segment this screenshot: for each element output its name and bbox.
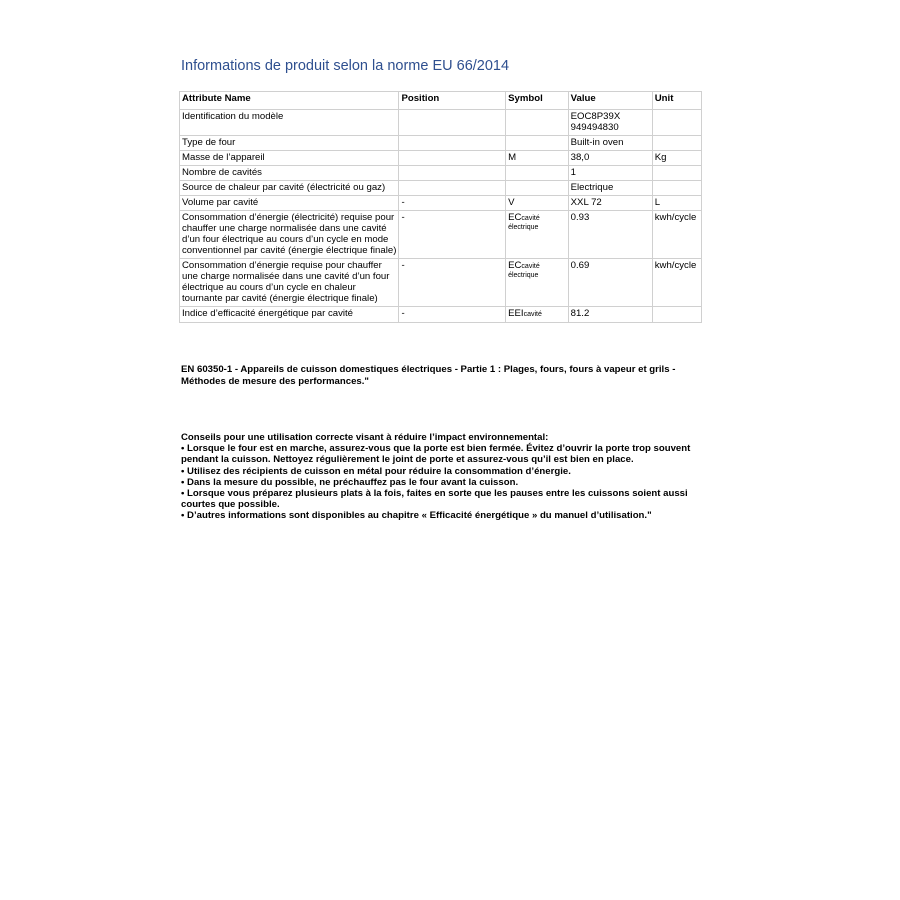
value-cell: 1 (568, 166, 652, 181)
table-row (180, 166, 702, 181)
value-cell: 0.69 (568, 259, 652, 307)
unit-cell (652, 166, 701, 181)
position-cell (399, 151, 506, 166)
standard-reference: EN 60350-1 - Appareils de cuisson domestiques électriques - Partie 1 : Plages, fours, fours à vapeur et grils - Méthodes de mesure des performances." (181, 364, 676, 387)
symbol-subscript: cavité (523, 311, 542, 318)
table-row (180, 259, 702, 307)
advice-item: • D’autres informations sont disponibles au chapitre « Efficacité énergétique » du manuel d’utilisation." (181, 510, 652, 522)
table-row (180, 181, 702, 196)
symbol-cell (506, 136, 569, 151)
header-value: Value (568, 92, 652, 110)
advice-item: • Lorsque le four est en marche, assurez-vous que la porte est bien fermée. Évitez d’ouvrir la porte trop souvent pendant la cuisson. Nettoyez régulièrement le joint de porte et assurez-vous qu’il est bien en place. (181, 443, 691, 466)
value-cell: Built-in oven (568, 136, 652, 151)
unit-cell (652, 110, 701, 136)
unit-cell (652, 181, 701, 196)
symbol-subscript-line2: électrique (508, 272, 539, 279)
attribute-cell: Consommation d’énergie (électricité) requise pour chauffer une charge normalisée dans une cavité d’un four électrique au cours d’un cycle en mode conventionnel par cavité (énergie électrique finale) (180, 211, 399, 259)
symbol-cell (506, 307, 569, 323)
attribute-cell: Consommation d’énergie requise pour chauffer une charge normalisée dans une cavité d’un four électrique au cours d’un cycle en chaleur tournante par cavité (énergie électrique finale) (180, 259, 399, 307)
advice-item: • Utilisez des récipients de cuisson en métal pour réduire la consommation d’énergie. (181, 465, 571, 477)
product-info-table (179, 91, 702, 323)
position-cell: - (399, 196, 506, 211)
unit-cell: kwh/cycle (652, 211, 701, 259)
symbol-main: EEI (508, 308, 524, 319)
attribute-cell: Nombre de cavités (180, 166, 399, 181)
symbol-cell (506, 211, 569, 259)
table-row (180, 151, 702, 166)
attribute-cell: Indice d’efficacité énergétique par cavité (180, 307, 399, 323)
advice-item: • Lorsque vous préparez plusieurs plats à la fois, faites en sorte que les pauses entre les cuissons soient aussi courtes que possible. (181, 488, 688, 511)
symbol-subscript: cavité (521, 215, 540, 222)
energy-advice (181, 432, 711, 522)
advice-item: • Dans la mesure du possible, ne préchauffez pas le four avant la cuisson. (181, 476, 519, 488)
position-cell: - (399, 259, 506, 307)
attribute-cell: Identification du modèle (180, 110, 399, 136)
symbol-cell: V (506, 196, 569, 211)
symbol-subscript-line2: électrique (508, 224, 539, 231)
value-model: EOC8P39X (570, 111, 621, 122)
value-cell: 81.2 (568, 307, 652, 323)
attribute-cell: Type de four (180, 136, 399, 151)
table-row (180, 196, 702, 211)
attribute-cell: Masse de l’appareil (180, 151, 399, 166)
value-product-number: 949494830 (570, 122, 619, 133)
symbol-cell (506, 166, 569, 181)
value-cell (568, 110, 652, 136)
value-cell: 0.93 (568, 211, 652, 259)
symbol-cell (506, 259, 569, 307)
header-symbol: Symbol (506, 92, 569, 110)
symbol-cell (506, 181, 569, 196)
table-header-row (180, 92, 702, 110)
symbol-subscript: cavité (521, 263, 540, 270)
position-cell (399, 110, 506, 136)
attribute-cell: Volume par cavité (180, 196, 399, 211)
symbol-main: EC (508, 260, 522, 271)
symbol-cell: M (506, 151, 569, 166)
page-title: Informations de produit selon la norme EU 66/2014 (181, 58, 510, 74)
advice-heading: Conseils pour une utilisation correcte visant à réduire l’impact environnemental: (181, 432, 549, 443)
position-cell: - (399, 307, 506, 323)
value-cell: 38,0 (568, 151, 652, 166)
position-cell (399, 166, 506, 181)
symbol-main: EC (508, 212, 522, 223)
header-attribute-name: Attribute Name (180, 92, 399, 110)
unit-cell: kwh/cycle (652, 259, 701, 307)
unit-cell: Kg (652, 151, 701, 166)
unit-cell: L (652, 196, 701, 211)
unit-cell (652, 307, 701, 323)
position-cell: - (399, 211, 506, 259)
table-row (180, 136, 702, 151)
symbol-cell (506, 110, 569, 136)
header-position: Position (399, 92, 506, 110)
unit-cell (652, 136, 701, 151)
table-row (180, 307, 702, 323)
position-cell (399, 181, 506, 196)
value-cell: Electrique (568, 181, 652, 196)
value-cell: XXL 72 (568, 196, 652, 211)
position-cell (399, 136, 506, 151)
table-row (180, 110, 702, 136)
header-unit: Unit (652, 92, 701, 110)
table-row (180, 211, 702, 259)
attribute-cell: Source de chaleur par cavité (électricité ou gaz) (180, 181, 399, 196)
